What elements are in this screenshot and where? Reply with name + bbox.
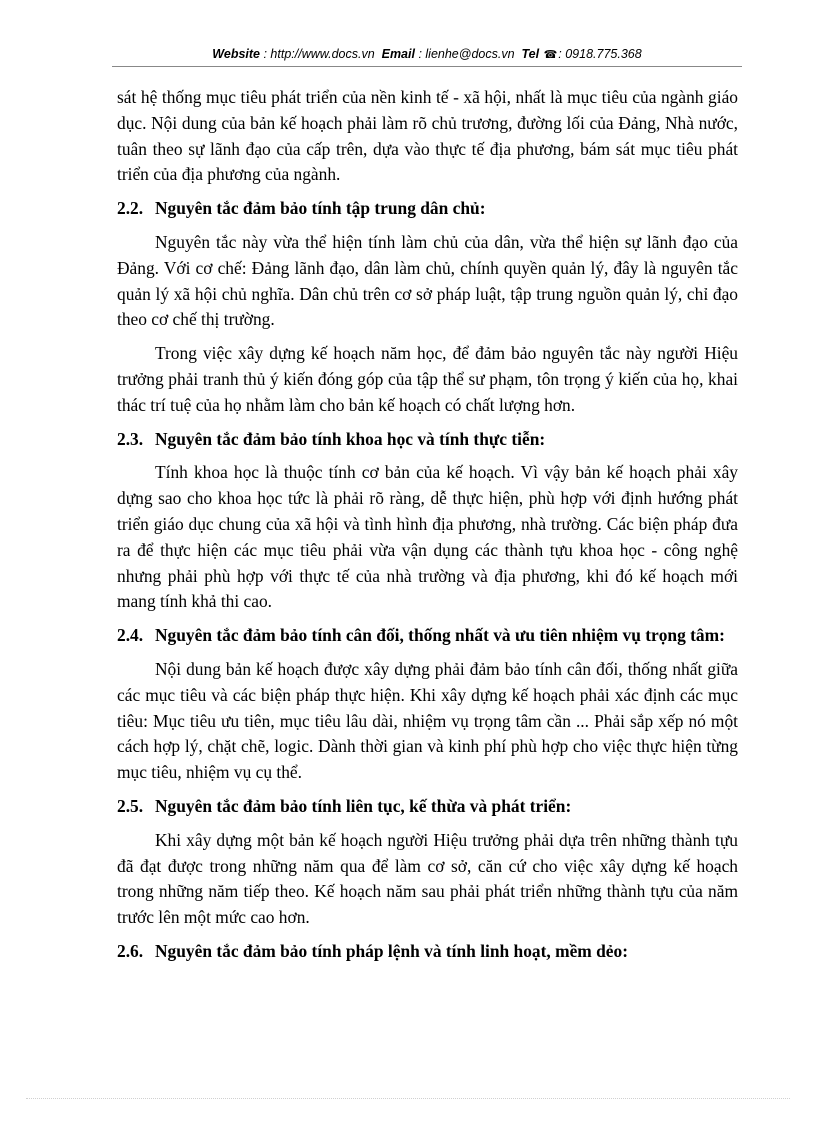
section-heading-2-6 <box>117 939 738 965</box>
website-url: : http://www.docs.vn <box>263 47 375 61</box>
section-heading-2-2 <box>117 196 738 222</box>
page-footer-divider <box>26 1098 790 1099</box>
section-heading-2-3 <box>117 427 738 453</box>
document-body <box>117 85 738 973</box>
page-header <box>112 44 742 67</box>
section-title: Nguyên tắc đảm bảo tính pháp lệnh và tính linh hoạt, mềm dẻo: <box>155 940 629 961</box>
section-number: 2.2. <box>117 198 144 219</box>
section-title: Nguyên tắc đảm bảo tính tập trung dân chủ: <box>155 198 486 219</box>
section-number: 2.4. <box>117 625 144 646</box>
tel-value: : 0918.775.368 <box>558 47 642 61</box>
paragraph: Nguyên tắc này vừa thể hiện tính làm chủ của dân, vừa thể hiện sự lãnh đạo của Đảng. Với cơ chế: Đảng lãnh đạo, dân làm chủ, chính quyền quản lý, đây là nguyên tắc quản lý xã hội chủ nghĩa. Dân chủ trên cơ sở pháp luật, tập trung nguồn quản lý, chỉ đạo theo cơ chế thị trường. <box>117 231 738 330</box>
email-label: Email <box>381 47 415 61</box>
phone-icon: ☎ <box>543 49 558 61</box>
section-title: Nguyên tắc đảm bảo tính cân đối, thống nhất và ưu tiên nhiệm vụ trọng tâm: <box>155 625 725 646</box>
section-number: 2.5. <box>117 795 144 816</box>
section-number: 2.6. <box>117 940 144 961</box>
paragraph: Nội dung bản kế hoạch được xây dựng phải đảm bảo tính cân đối, thống nhất giữa các mục tiêu và các biện pháp thực hiện. Khi xây dựng kế hoạch phải xác định các mục tiêu: Mục tiêu ưu tiên, mục tiêu lâu dài, nhiệm vụ trọng tâm cần ... Phải sắp xếp nó một cách hợp lý, chặt chẽ, logic. Dành thời gian và kinh phí phù hợp cho việc thực hiện từng mục tiêu, nhiệm vụ cụ thể. <box>117 658 738 783</box>
section-heading-2-4 <box>117 623 738 649</box>
email-value: : lienhe@docs.vn <box>418 47 515 61</box>
section-heading-2-5 <box>117 794 738 820</box>
paragraph: Khi xây dựng một bản kế hoạch người Hiệu trưởng phải dựa trên những thành tựu đã đạt được trong những năm qua để làm cơ sở, căn cứ cho việc xây dựng kế hoạch trong những năm tiếp theo. Kế hoạch năm sau phải phát triển những thành tựu của năm trước lên một mức cao hơn. <box>117 829 738 928</box>
website-label: Website <box>212 47 260 61</box>
paragraph: Tính khoa học là thuộc tính cơ bản của kế hoạch. Vì vậy bản kế hoạch phải xây dựng sao cho khoa học tức là phải rõ ràng, dễ thực hiện, phù hợp với định hướng phát triển giáo dục chung của xã hội và tình hình địa phương, nhà trường. Các biện pháp đưa ra để thực hiện các mục tiêu phải vừa vận dụng các thành tựu khoa học - công nghệ nhưng phải phù hợp với thực tế của nhà trường và địa phương, khi đó kế hoạch mới mang tính khả thi cao. <box>117 462 738 612</box>
paragraph: sát hệ thống mục tiêu phát triển của nền kinh tế - xã hội, nhất là mục tiêu của ngành giáo dục. Nội dung của bản kế hoạch phải làm rõ chủ trương, đường lối của Đảng, Nhà nước, tuân theo sự lãnh đạo của cấp trên, dựa vào thực tế địa phương, bám sát mục tiêu phát triển của địa phương của ngành. <box>117 87 738 185</box>
section-title: Nguyên tắc đảm bảo tính khoa học và tính thực tiễn: <box>155 428 546 449</box>
section-title: Nguyên tắc đảm bảo tính liên tục, kế thừa và phát triển: <box>155 795 572 816</box>
paragraph: Trong việc xây dựng kế hoạch năm học, để đảm bảo nguyên tắc này người Hiệu trưởng phải tranh thủ ý kiến đóng góp của tập thể sư phạm, tôn trọng ý kiến của họ, khai thác trí tuệ của họ nhằm làm cho bản kế hoạch có chất lượng hơn. <box>117 343 738 415</box>
tel-label: Tel <box>521 47 540 61</box>
section-number: 2.3. <box>117 428 144 449</box>
